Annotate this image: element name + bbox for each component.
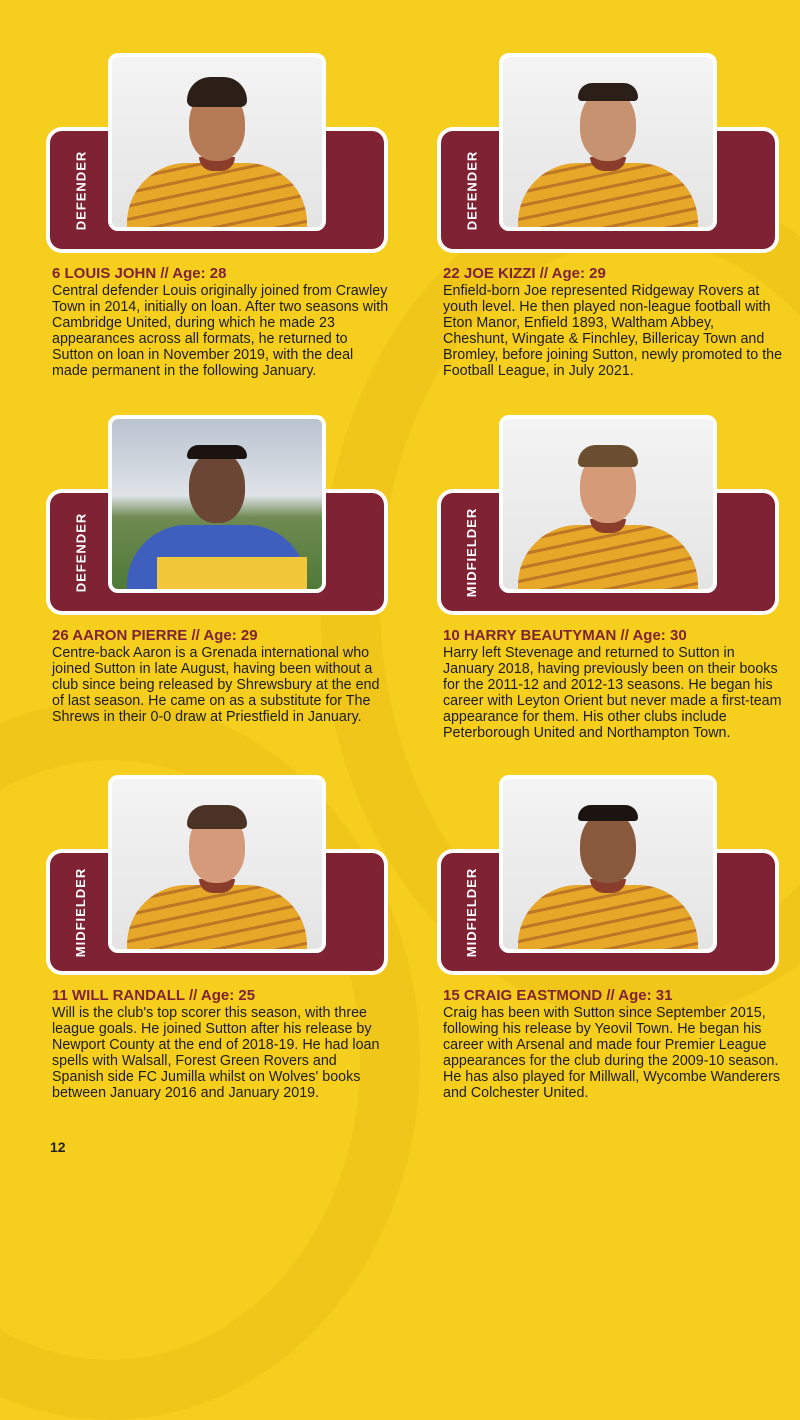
position-label: DEFENDER xyxy=(464,150,480,230)
player-bio: Centre-back Aaron is a Grenada international who joined Sutton in late August, having been without a club since being released by Shrewsbury at the end of last season. He came on as a substitute for The Shrews in their 0-0 draw at Priestfield in January. xyxy=(52,645,380,725)
player-photo xyxy=(499,775,717,953)
player-photo xyxy=(108,53,326,231)
player-bio: Central defender Louis originally joined from Crawley Town in 2014, initially on loan. After two seasons with Cambridge United, during which he made 23 appearances across all formats, he returned to Sutton on loan in November 2019, with the deal made permanent in the following January. xyxy=(52,283,389,379)
player-photo xyxy=(108,775,326,953)
position-tab xyxy=(447,493,497,611)
player-photo xyxy=(499,415,717,593)
player-heading: 15 CRAIG EASTMOND // Age: 31 xyxy=(443,987,673,1004)
position-tab xyxy=(447,853,497,971)
page-number: 12 xyxy=(50,1139,66,1155)
player-heading: 26 AARON PIERRE // Age: 29 xyxy=(52,627,258,644)
player-heading: 22 JOE KIZZI // Age: 29 xyxy=(443,265,606,282)
player-heading: 10 HARRY BEAUTYMAN // Age: 30 xyxy=(443,627,687,644)
player-bio: Enfield-born Joe represented Ridgeway Rovers at youth level. He then played non-league football with Eton Manor, Enfield 1893, Waltham Abbey, Cheshunt, Wingate & Finchley, Billericay Town and Bromley, before joining Sutton, newly promoted to the Football League, in July 2021. xyxy=(443,283,783,379)
position-tab xyxy=(56,131,106,249)
position-label: MIDFIELDER xyxy=(464,867,480,957)
player-bio: Will is the club's top scorer this season, with three league goals. He joined Sutton after his release by Newport County at the end of 2018-19. He had loan spells with Walsall, Forest Green Rovers and Spanish side FC Jumilla whilst on Wolves' books between January 2016 and January 2019. xyxy=(52,1005,380,1101)
player-photo xyxy=(108,415,326,593)
player-bio: Harry left Stevenage and returned to Sutton in January 2018, having previously been on their books for the 2011-12 and 2012-13 seasons. He began his career with Leyton Orient but never made a first-team appearance for them. His other clubs include Peterborough United and Northampton Town. xyxy=(443,645,782,741)
position-label: MIDFIELDER xyxy=(464,507,480,597)
position-label: MIDFIELDER xyxy=(73,867,89,957)
player-bio: Craig has been with Sutton since September 2015, following his release by Yeovil Town. He began his career with Arsenal and made four Premier League appearances for the club during the 2009-10 season. He has also played for Millwall, Wycombe Wanderers and Colchester United. xyxy=(443,1005,781,1101)
position-tab xyxy=(56,493,106,611)
position-tab xyxy=(56,853,106,971)
position-label: DEFENDER xyxy=(73,512,89,592)
player-heading: 6 LOUIS JOHN // Age: 28 xyxy=(52,265,227,282)
position-tab xyxy=(447,131,497,249)
player-photo xyxy=(499,53,717,231)
player-heading: 11 WILL RANDALL // Age: 25 xyxy=(52,987,256,1004)
position-label: DEFENDER xyxy=(73,150,89,230)
